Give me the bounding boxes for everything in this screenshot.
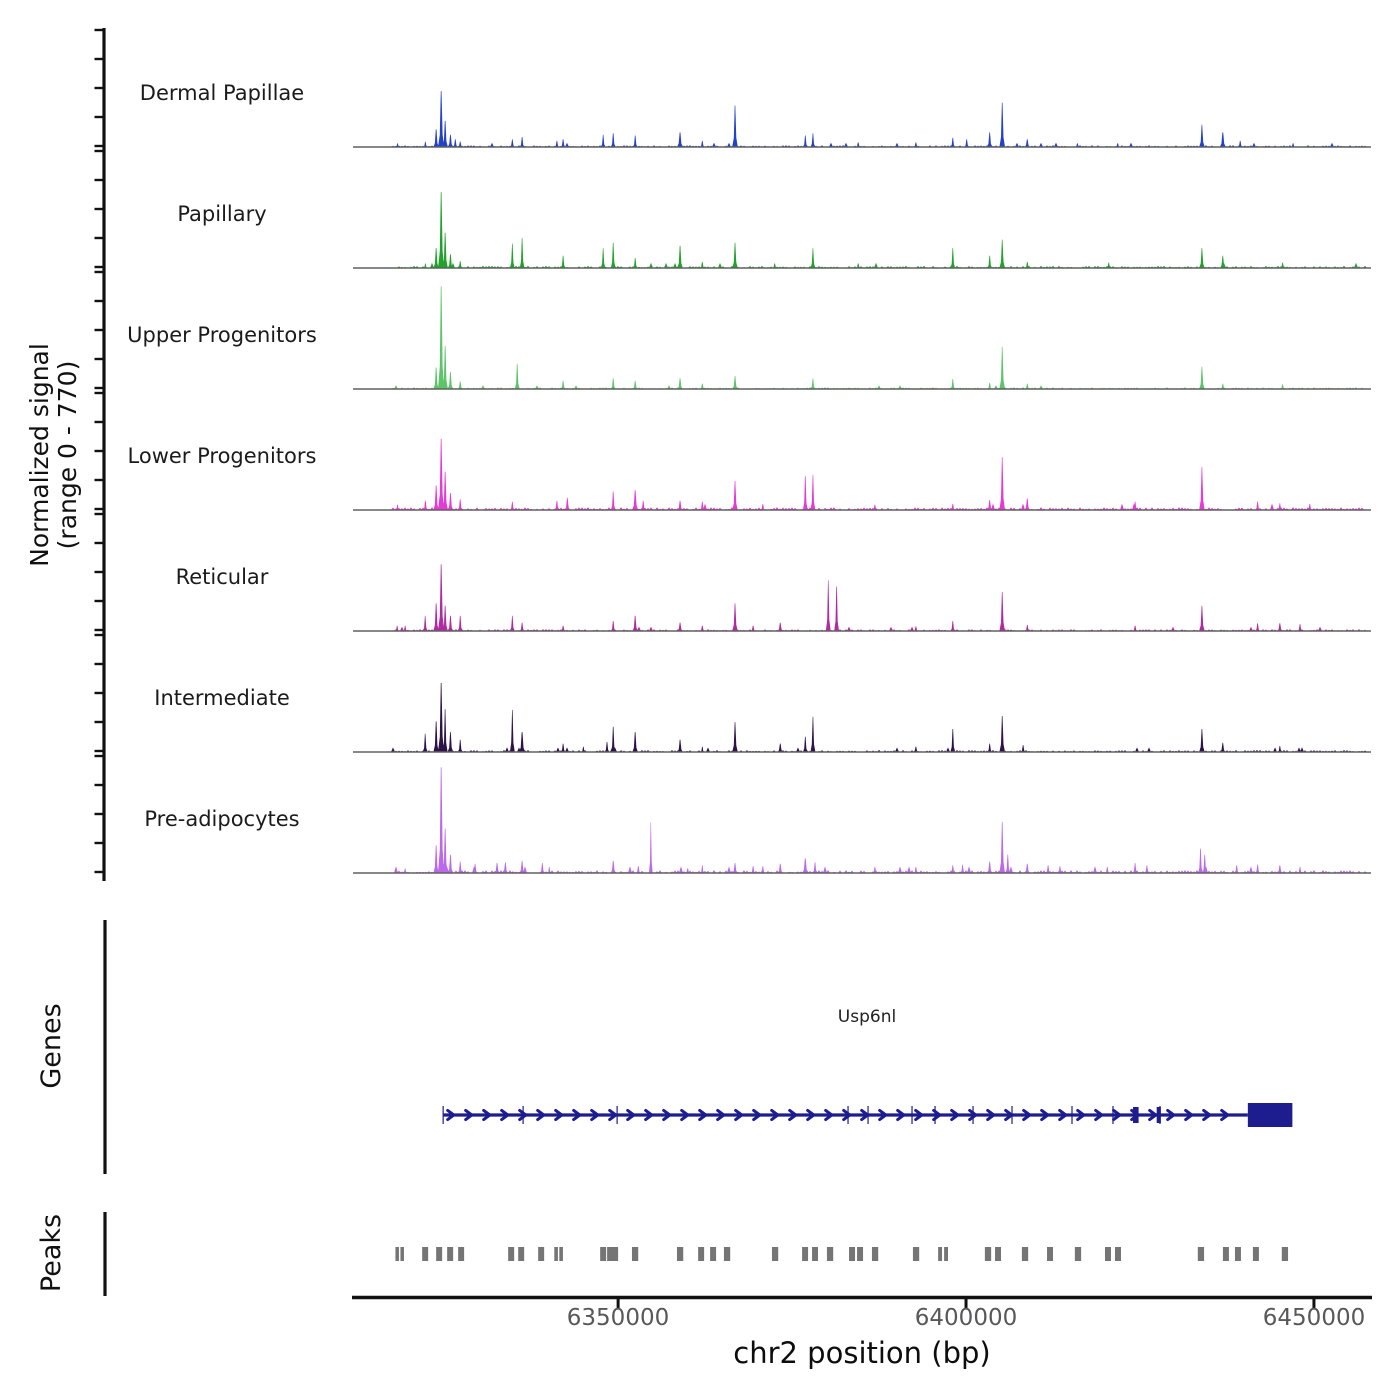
peak-region-box <box>1115 1247 1121 1261</box>
peak-region-box <box>944 1247 948 1261</box>
peak-region-box <box>1223 1247 1229 1261</box>
peak-region-box <box>1253 1247 1259 1261</box>
peak-region-box <box>938 1247 942 1261</box>
peaks-section-label: Peaks <box>36 1213 67 1293</box>
signal-area-track-3 <box>391 439 1364 510</box>
peak-region-box <box>985 1247 991 1261</box>
peak-region-box <box>400 1247 404 1261</box>
track-label-papillary: Papillary <box>177 202 267 226</box>
peak-region-box <box>1198 1247 1204 1261</box>
peak-region-box <box>913 1247 919 1261</box>
peak-region-box <box>600 1247 606 1261</box>
signal-area-track-0 <box>391 91 1367 147</box>
track-label-dermal-papillae: Dermal Papillae <box>139 81 305 105</box>
peak-region-box <box>1282 1247 1288 1261</box>
peak-region-box <box>802 1247 808 1261</box>
peak-region-box <box>395 1247 399 1261</box>
peak-region-box <box>436 1247 442 1261</box>
signal-area-track-6 <box>394 767 1367 873</box>
genomic-x-axis <box>352 1298 1372 1309</box>
peak-region-box <box>1235 1247 1241 1261</box>
peak-region-box <box>458 1247 464 1261</box>
peak-region-box <box>554 1247 558 1261</box>
peak-region-box <box>1075 1247 1081 1261</box>
track-label-lower-progenitors: Lower Progenitors <box>127 444 317 468</box>
signal-tracks-layer <box>353 91 1371 873</box>
x-axis-title: chr2 position (bp) <box>733 1336 991 1370</box>
peak-region-box <box>710 1247 716 1261</box>
peak-region-box <box>518 1247 524 1261</box>
track-label-upper-progenitors: Upper Progenitors <box>127 323 317 347</box>
exon-box <box>1157 1107 1161 1123</box>
track-label-reticular: Reticular <box>175 565 269 589</box>
peak-region-box <box>857 1247 863 1261</box>
peak-region-box <box>559 1247 563 1261</box>
x-tick-label-6350000: 6350000 <box>566 1305 670 1331</box>
signal-area-track-5 <box>391 683 1367 752</box>
peak-region-box <box>1105 1247 1111 1261</box>
signal-area-track-2 <box>391 286 1364 389</box>
peak-region-box <box>1022 1247 1028 1261</box>
y-axis-label-line1: Normalized signal <box>25 343 54 567</box>
peak-region-box <box>612 1247 618 1261</box>
peak-region-box <box>827 1247 833 1261</box>
peak-region-box <box>698 1247 704 1261</box>
track-label-pre-adipocytes: Pre-adipocytes <box>144 807 300 831</box>
peak-region-box <box>772 1247 778 1261</box>
y-axis-label-line2: (range 0 - 770) <box>53 360 82 550</box>
peak-region-box <box>995 1247 1001 1261</box>
peak-region-box <box>1047 1247 1053 1261</box>
genes-section-label: Genes <box>36 1003 67 1089</box>
exon-box <box>1133 1107 1139 1123</box>
peak-region-box <box>447 1247 453 1261</box>
peak-region-box <box>508 1247 514 1261</box>
peak-region-box <box>422 1247 428 1261</box>
terminal-exon-box <box>1248 1103 1293 1127</box>
track-label-intermediate: Intermediate <box>154 686 290 710</box>
peak-region-box <box>724 1247 730 1261</box>
gene-name-label: Usp6nl <box>837 1007 897 1027</box>
peak-region-box <box>849 1247 855 1261</box>
peak-region-box <box>812 1247 818 1261</box>
signal-area-track-1 <box>397 192 1367 268</box>
peak-region-box <box>677 1247 683 1261</box>
x-tick-label-6400000: 6400000 <box>914 1305 1018 1331</box>
gene-track-layer <box>443 1103 1292 1127</box>
peaks-track-layer <box>395 1247 1288 1261</box>
signal-area-track-4 <box>394 564 1367 631</box>
peak-region-box <box>632 1247 638 1261</box>
peak-region-box <box>872 1247 878 1261</box>
x-tick-label-6450000: 6450000 <box>1262 1305 1366 1331</box>
peak-region-box <box>538 1247 544 1261</box>
